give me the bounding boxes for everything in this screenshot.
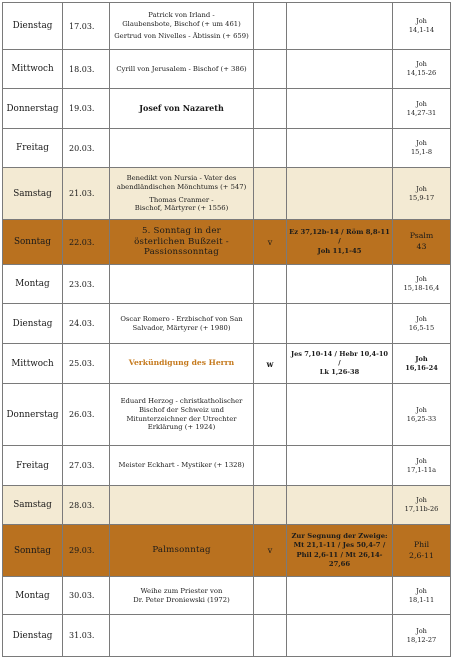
weekday: Donnerstag — [3, 89, 63, 129]
gospel-verses: 16,5-15 — [408, 323, 435, 332]
weekday: Mittwoch — [3, 344, 63, 384]
commemoration-line: Salvador, Märtyrer (+ 1980) — [132, 323, 231, 332]
gospel-reference — [393, 129, 451, 168]
feast-title: Josef von Nazareth — [139, 103, 224, 114]
commemoration-line: Dr. Peter Droniewski (1972) — [133, 595, 230, 604]
gospel-verses: 17,1-11a — [406, 465, 437, 474]
gospel-reference — [393, 446, 451, 486]
gospel-reference — [393, 344, 451, 384]
liturgical-color — [254, 50, 287, 89]
gospel-verses: 43 — [416, 242, 427, 251]
commemoration-line: Oscar Romero - Erzbischof von San — [120, 314, 243, 323]
liturgical-color: v — [254, 220, 287, 265]
table-row — [3, 168, 451, 220]
gospel-reference — [393, 525, 451, 577]
weekday: Samstag — [3, 486, 63, 525]
reading-line: Mt 21,1-11 / Jes 50,4-7 / — [293, 541, 386, 550]
reading-line: Jes 7,10-14 / Hebr 10,4-10 / — [290, 350, 389, 368]
table-row — [3, 129, 451, 168]
commemoration — [110, 168, 254, 220]
date: 22.03. — [63, 220, 110, 265]
readings — [287, 265, 393, 304]
feast-title: Verkündigung des Herrn — [128, 358, 235, 368]
gospel-reference — [393, 3, 451, 50]
gospel-book: Joh — [415, 354, 428, 363]
commemoration-line: abendländischen Mönchtums (+ 547) — [116, 182, 247, 191]
liturgical-color — [254, 384, 287, 446]
reading-line: Zur Segnung der Zweige: — [291, 532, 388, 541]
weekday: Donnerstag — [3, 384, 63, 446]
weekday: Samstag — [3, 168, 63, 220]
gospel-book: Psalm — [409, 231, 434, 241]
commemoration-line: Benedikt von Nursia - Vater des — [126, 173, 237, 182]
readings — [287, 3, 393, 50]
commemoration-line: Glaubensbote, Bischof (+ um 461) — [122, 19, 241, 28]
commemoration-line: Thomas Cranmer - — [149, 195, 214, 204]
gospel-book: Joh — [416, 17, 427, 26]
commemoration — [110, 3, 254, 50]
weekday: Sonntag — [3, 525, 63, 577]
commemoration — [110, 89, 254, 129]
date: 20.03. — [63, 129, 110, 168]
readings — [287, 446, 393, 486]
readings — [287, 486, 393, 525]
date: 21.03. — [63, 168, 110, 220]
gospel-book: Joh — [416, 184, 427, 193]
commemoration — [110, 486, 254, 525]
gospel-verses: 16,16-24 — [405, 363, 438, 372]
commemoration — [110, 577, 254, 615]
liturgical-color — [254, 265, 287, 304]
readings — [287, 304, 393, 344]
commemoration — [110, 384, 254, 446]
gospel-verses: 14,15-26 — [406, 69, 437, 77]
gospel-reference — [393, 168, 451, 220]
gospel-book: Joh — [416, 496, 427, 505]
date: 18.03. — [63, 50, 110, 89]
gospel-book: Joh — [416, 586, 427, 595]
gospel-reference — [393, 577, 451, 615]
gospel-reference — [393, 615, 451, 657]
liturgical-color — [254, 3, 287, 50]
gospel-book: Joh — [416, 275, 427, 284]
readings — [287, 89, 393, 129]
gospel-book: Joh — [416, 314, 427, 323]
commemoration — [110, 50, 254, 89]
gospel-book: Joh — [416, 139, 427, 148]
gospel-book: Joh — [416, 405, 427, 414]
commemoration — [110, 525, 254, 577]
weekday: Dienstag — [3, 615, 63, 657]
date: 29.03. — [63, 525, 110, 577]
reading-line: Joh 11,1-45 — [317, 246, 362, 255]
gospel-verses: 18,12-27 — [406, 635, 437, 644]
commemoration-line: Eduard Herzog - christkatholischer — [120, 396, 243, 405]
weekday: Freitag — [3, 129, 63, 168]
gospel-verses: 15,9-17 — [408, 193, 435, 202]
liturgical-color — [254, 615, 287, 657]
commemoration-line: Erklärung (+ 1924) — [147, 423, 216, 432]
table-row — [3, 486, 451, 525]
date: 26.03. — [63, 384, 110, 446]
gospel-verses: 17,11b-26 — [404, 505, 439, 513]
liturgical-color — [254, 168, 287, 220]
commemoration — [110, 446, 254, 486]
date: 17.03. — [63, 3, 110, 50]
gospel-book: Joh — [416, 99, 427, 108]
gospel-reference — [393, 50, 451, 89]
readings — [287, 344, 393, 384]
date: 28.03. — [63, 486, 110, 525]
date: 31.03. — [63, 615, 110, 657]
gospel-verses: 16,25-33 — [406, 414, 437, 423]
weekday: Montag — [3, 577, 63, 615]
readings — [287, 615, 393, 657]
readings — [287, 525, 393, 577]
reading-line: Lk 1,26-38 — [319, 367, 360, 376]
gospel-reference — [393, 384, 451, 446]
commemoration-line: Cyrill von Jerusalem - Bischof (+ 386) — [116, 64, 247, 73]
date: 25.03. — [63, 344, 110, 384]
commemoration — [110, 344, 254, 384]
table-row — [3, 89, 451, 129]
gospel-verses: 14,1-14 — [408, 26, 435, 34]
readings — [287, 168, 393, 220]
gospel-book: Joh — [416, 456, 427, 465]
readings — [287, 129, 393, 168]
gospel-verses: 2,6-11 — [409, 550, 434, 560]
feast-title-line: österlichen Bußzeit - — [134, 236, 229, 247]
table-row — [3, 384, 451, 446]
gospel-book: Joh — [416, 60, 427, 69]
date: 24.03. — [63, 304, 110, 344]
weekday: Sonntag — [3, 220, 63, 265]
commemoration — [110, 265, 254, 304]
commemoration — [110, 220, 254, 265]
liturgical-color — [254, 89, 287, 129]
gospel-book: Joh — [416, 626, 427, 635]
date: 19.03. — [63, 89, 110, 129]
readings — [287, 50, 393, 89]
gospel-reference — [393, 304, 451, 344]
liturgical-calendar-table — [2, 2, 451, 657]
readings — [287, 577, 393, 615]
gospel-verses: 15,1-8 — [410, 148, 433, 156]
table-row — [3, 220, 451, 265]
commemoration-line: Gertrud von Nivelles - Äbtissin (+ 659) — [114, 32, 249, 41]
table-row — [3, 3, 451, 50]
weekday: Dienstag — [3, 3, 63, 50]
liturgical-color: v — [254, 525, 287, 577]
gospel-verses: 14,27-31 — [406, 108, 437, 117]
feast-title: Palmsonntag — [152, 545, 211, 556]
feast-title-line: 5. Sonntag in der — [142, 225, 221, 236]
table-row — [3, 265, 451, 304]
table-row — [3, 344, 451, 384]
commemoration-line: Bischof der Schweiz und — [138, 405, 225, 414]
table-row — [3, 577, 451, 615]
gospel-reference — [393, 265, 451, 304]
liturgical-color — [254, 577, 287, 615]
gospel-reference — [393, 486, 451, 525]
weekday: Montag — [3, 265, 63, 304]
table-row — [3, 446, 451, 486]
commemoration — [110, 129, 254, 168]
gospel-verses: 15,18-16,4 — [403, 284, 440, 292]
weekday: Freitag — [3, 446, 63, 486]
reading-line: Ez 37,12b-14 / Röm 8,8-11 / — [289, 228, 390, 246]
date: 27.03. — [63, 446, 110, 486]
commemoration-line: Weihe zum Priester von — [140, 586, 223, 595]
commemoration-line: Bischof, Märtyrer (+ 1556) — [134, 204, 229, 213]
gospel-verses: 18,1-11 — [408, 595, 435, 604]
table-row — [3, 615, 451, 657]
liturgical-color — [254, 486, 287, 525]
commemoration — [110, 304, 254, 344]
liturgical-color: w — [254, 344, 287, 384]
weekday: Mittwoch — [3, 50, 63, 89]
feast-title-line: Passionssonntag — [144, 247, 219, 258]
liturgical-color — [254, 129, 287, 168]
table-row — [3, 304, 451, 344]
date: 30.03. — [63, 577, 110, 615]
readings — [287, 220, 393, 265]
table-row — [3, 525, 451, 577]
commemoration-line: Meister Eckhart - Mystiker (+ 1328) — [118, 461, 245, 470]
liturgical-color — [254, 446, 287, 486]
weekday: Dienstag — [3, 304, 63, 344]
table-row — [3, 50, 451, 89]
readings — [287, 384, 393, 446]
liturgical-color — [254, 304, 287, 344]
commemoration — [110, 615, 254, 657]
commemoration-line: Mitunterzeichner der Utrechter — [126, 414, 237, 423]
commemoration-line: Patrick von Irland - — [148, 10, 215, 19]
reading-line: Phil 2,6-11 / Mt 26,14-27,66 — [296, 550, 383, 568]
gospel-reference — [393, 89, 451, 129]
gospel-book: Phil — [413, 539, 430, 549]
gospel-reference — [393, 220, 451, 265]
date: 23.03. — [63, 265, 110, 304]
